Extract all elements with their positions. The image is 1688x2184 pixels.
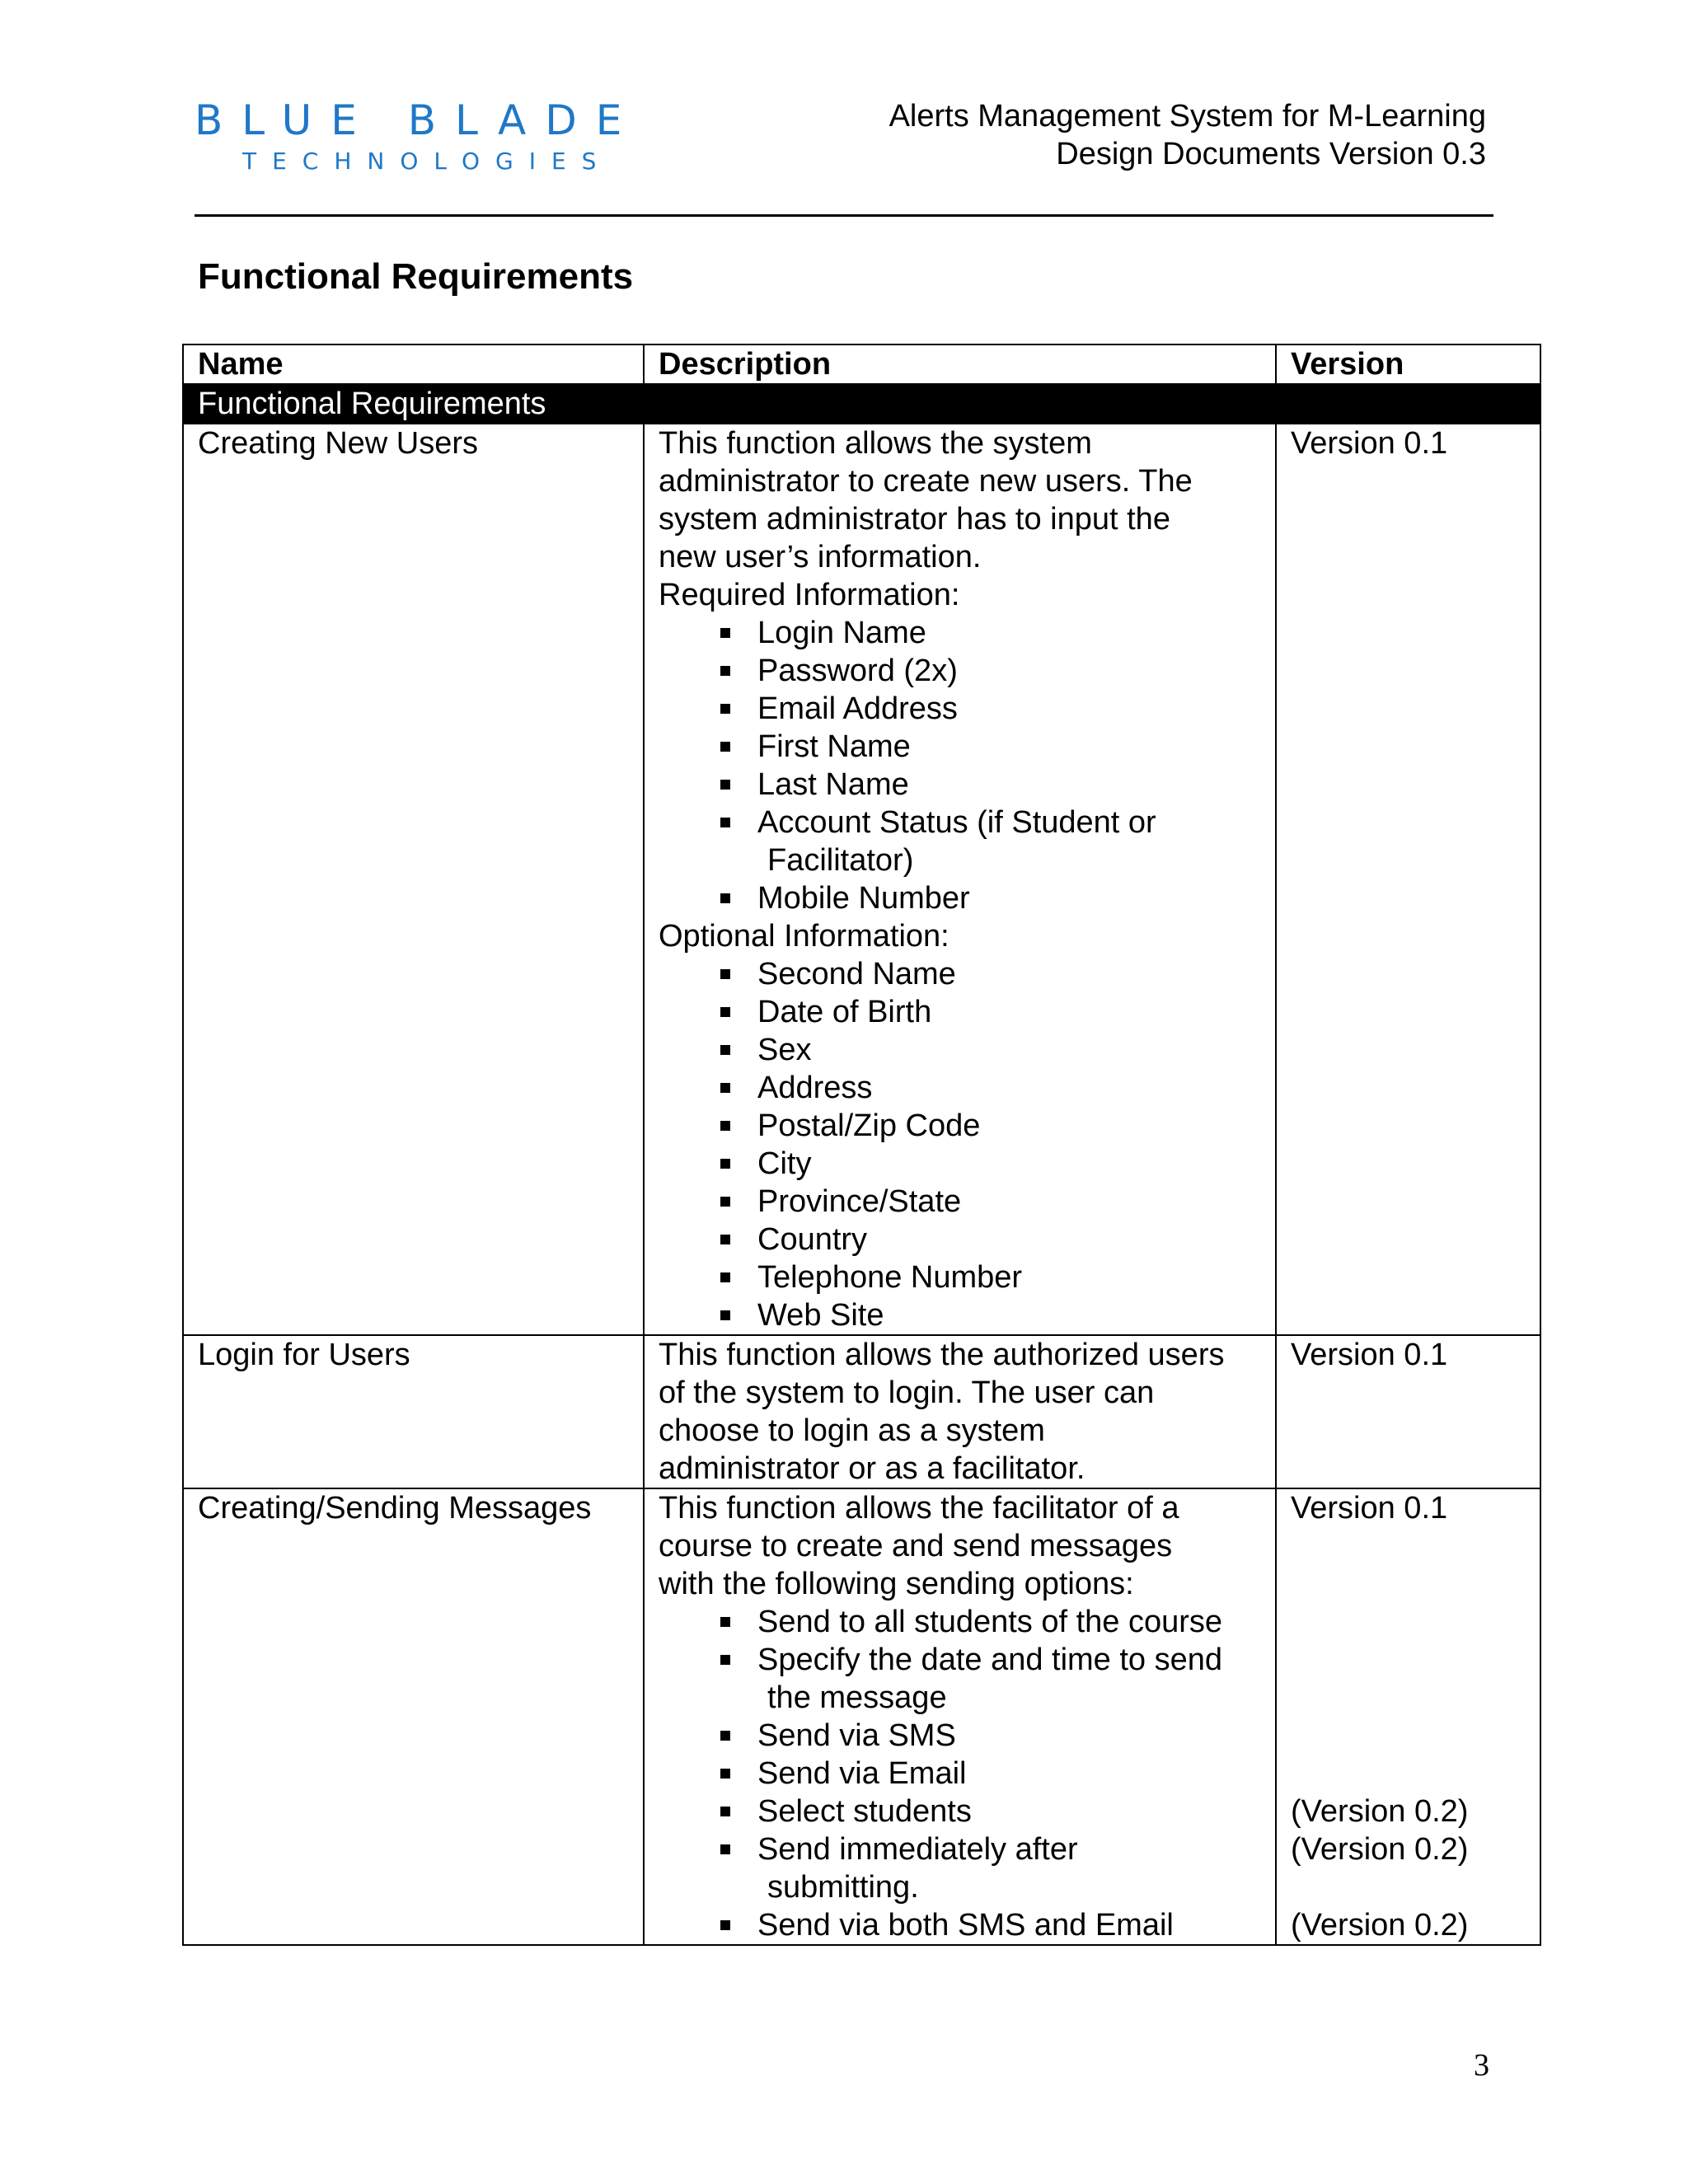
square-bullet-icon [720,1655,730,1665]
version-line [1291,1755,1526,1793]
square-bullet-icon [720,1310,730,1320]
header-name: Name [183,344,644,384]
version-line [1291,1603,1526,1641]
list-item: Country [659,1221,1262,1258]
square-bullet-icon [720,742,730,752]
list-item: Send via SMS [659,1717,1262,1755]
list-item: Mobile Number [659,879,1262,917]
document-title-line1: Alerts Management System for M-Learning [889,99,1486,134]
list-item: First Name [659,728,1262,766]
document-header [889,97,1486,173]
square-bullet-icon [720,1617,730,1627]
square-bullet-icon [720,969,730,979]
table-row [183,1335,1540,1488]
list-item: Send to all students of the course [659,1603,1262,1641]
square-bullet-icon [720,1045,730,1055]
sending-options-list [659,1603,1262,1944]
square-bullet-icon [720,818,730,827]
version-line: (Version 0.2) [1291,1908,1469,1943]
version-line [1291,1868,1526,1906]
square-bullet-icon [720,1159,730,1169]
list-item: Email Address [659,690,1262,728]
list-item: Telephone Number [659,1258,1262,1296]
section-row [183,384,1540,424]
description-line: course to create and send messages [659,1529,1173,1563]
logo-sub-text: TECHNOLOGIES [242,148,612,175]
header-description: Description [644,344,1276,384]
version-line: Version 0.1 [1291,1491,1448,1526]
square-bullet-icon [720,628,730,638]
description-line: administrator to create new users. The [659,464,1193,499]
row-name: Login for Users [183,1335,644,1488]
header-version: Version [1276,344,1540,384]
section-label: Functional Requirements [183,384,1540,424]
optional-info-label: Optional Information: [659,919,950,954]
list-item: Second Name [659,955,1262,993]
header-divider [195,214,1493,217]
square-bullet-icon [720,704,730,714]
table-row [183,424,1540,1335]
list-item: Send via both SMS and Email [659,1906,1262,1944]
description-line: This function allows the system [659,426,1092,461]
row-version [1276,1488,1540,1945]
list-item: Specify the date and time to send the message [659,1641,1262,1717]
list-item: City [659,1145,1262,1183]
square-bullet-icon [720,1844,730,1854]
description-line: system administrator has to input the [659,502,1170,537]
square-bullet-icon [720,1272,730,1282]
list-item: Province/State [659,1183,1262,1221]
description-line: This function allows the authorized users [659,1338,1225,1372]
description-line: with the following sending options: [659,1567,1134,1601]
square-bullet-icon [720,666,730,676]
description-line: new user’s information. [659,540,982,574]
row-name: Creating New Users [183,424,644,1335]
list-item: Send immediately after submitting. [659,1830,1262,1906]
list-item: Sex [659,1031,1262,1069]
description-line: choose to login as a system [659,1413,1045,1448]
document-title-line2: Design Documents Version 0.3 [1056,137,1486,171]
square-bullet-icon [720,780,730,790]
requirements-table [182,344,1541,1946]
square-bullet-icon [720,1121,730,1131]
row-name: Creating/Sending Messages [183,1488,644,1945]
row-version: Version 0.1 [1276,1335,1540,1488]
list-item: Send via Email [659,1755,1262,1793]
description-line: This function allows the facilitator of a [659,1491,1179,1526]
page-number: 3 [1474,2048,1489,2083]
company-logo [195,96,641,180]
page-title: Functional Requirements [198,256,634,297]
list-item: Postal/Zip Code [659,1107,1262,1145]
square-bullet-icon [720,893,730,903]
square-bullet-icon [720,1920,730,1930]
version-line [1291,1679,1526,1717]
list-item: Password (2x) [659,652,1262,690]
square-bullet-icon [720,1769,730,1779]
row-version: Version 0.1 [1276,424,1540,1335]
list-item: Select students [659,1793,1262,1830]
logo-brand-text: BLUE BLADE [195,96,641,144]
square-bullet-icon [720,1731,730,1741]
optional-info-list [659,955,1262,1334]
list-item: Account Status (if Student or Facilitator) [659,804,1262,879]
row-description [644,1335,1276,1488]
version-line [1291,1641,1526,1679]
version-line: (Version 0.2) [1291,1794,1469,1829]
square-bullet-icon [720,1083,730,1093]
list-item: Last Name [659,766,1262,804]
version-line [1291,1527,1526,1565]
list-item: Web Site [659,1296,1262,1334]
version-line [1291,1565,1526,1603]
required-info-label: Required Information: [659,578,960,612]
list-item: Address [659,1069,1262,1107]
required-info-list [659,614,1262,917]
table-header-row [183,344,1540,384]
list-item: Date of Birth [659,993,1262,1031]
row-description [644,1488,1276,1945]
row-description [644,424,1276,1335]
list-item: Login Name [659,614,1262,652]
table-row [183,1488,1540,1945]
square-bullet-icon [720,1807,730,1816]
square-bullet-icon [720,1235,730,1244]
square-bullet-icon [720,1007,730,1017]
description-line: of the system to login. The user can [659,1376,1155,1410]
version-line [1291,1717,1526,1755]
square-bullet-icon [720,1197,730,1207]
version-line: (Version 0.2) [1291,1832,1469,1867]
description-line: administrator or as a facilitator. [659,1451,1085,1486]
